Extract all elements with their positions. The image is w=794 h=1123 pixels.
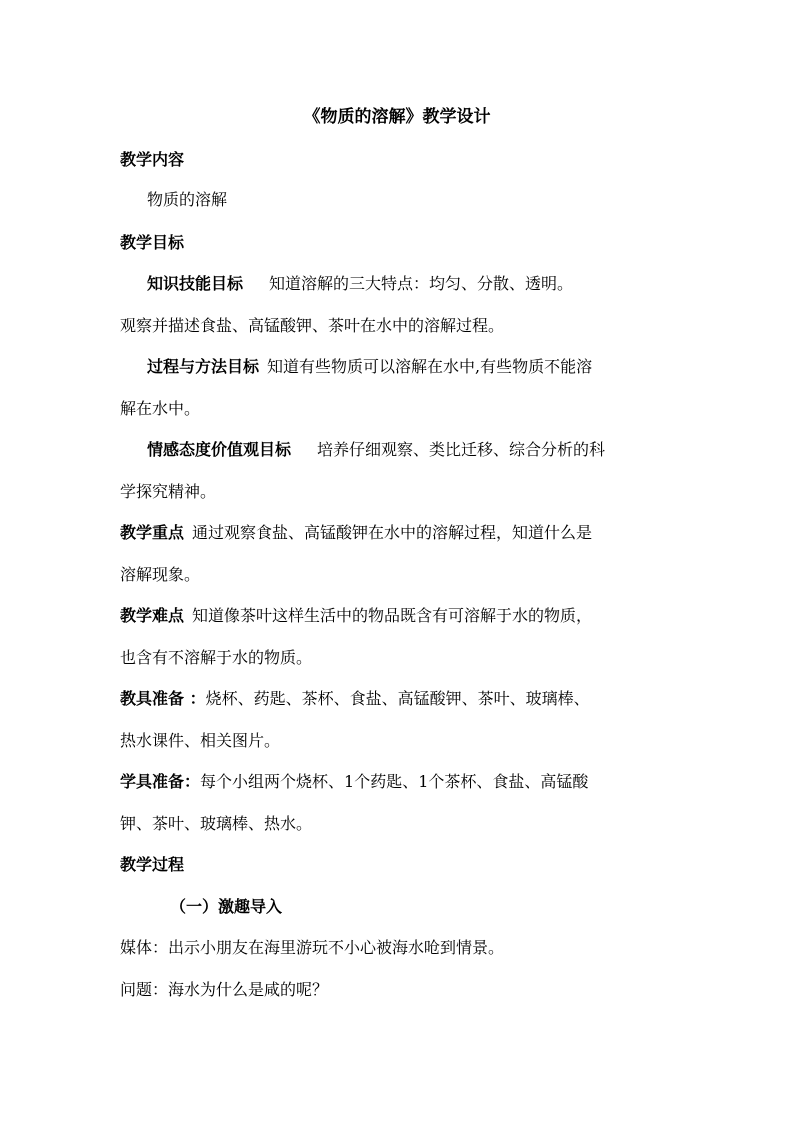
procedure-question: 问题：海水为什么是咸的呢？ (120, 980, 329, 999)
emotion-goal-line1 (147, 440, 680, 460)
procedure-step1-heading: （一）激趣导入 (170, 897, 283, 916)
process-goal-line1 (147, 357, 680, 377)
document-title: 《物质的溶解》教学设计 (303, 107, 491, 127)
teacher-tools-line2: 热水课件、相关图片。 (120, 731, 281, 750)
teacher-tools-line1 (120, 689, 680, 709)
knowledge-goal-line1 (147, 274, 680, 294)
knowledge-goal-label: 知识技能目标 (147, 274, 244, 293)
difficulty-line2: 也含有不溶解于水的物质。 (120, 648, 313, 667)
content-body: 物质的溶解 (147, 190, 228, 209)
knowledge-goal-text: 知道溶解的三大特点：均匀、分散、透明。 (269, 274, 574, 293)
emotion-goal-label: 情感态度价值观目标 (147, 440, 292, 459)
process-goal-line2: 解在水中。 (120, 399, 201, 418)
content-heading: 教学内容 (120, 150, 185, 169)
teacher-tools-text: 烧杯、药匙、茶杯、食盐、高锰酸钾、茶叶、玻璃棒、 (205, 689, 590, 708)
key-point-label: 教学重点 (120, 523, 185, 542)
process-goal-text: 知道有些物质可以溶解在水中,有些物质不能溶 (267, 357, 593, 376)
key-point-line2: 溶解现象。 (120, 565, 201, 584)
procedure-heading: 教学过程 (120, 855, 185, 874)
difficulty-line1 (120, 606, 680, 626)
student-tools-line2: 钾、茶叶、玻璃棒、热水。 (120, 814, 313, 833)
key-point-line1 (120, 523, 680, 543)
teacher-tools-label: 教具准备 ： (120, 689, 206, 708)
difficulty-text: 知道像茶叶这样生活中的物品既含有可溶解于水的物质， (192, 606, 593, 625)
difficulty-label: 教学难点 (120, 606, 185, 625)
student-tools-label: 学具准备： (120, 772, 201, 791)
emotion-goal-line2: 学探究精神。 (120, 482, 217, 501)
emotion-goal-text: 培养仔细观察、类比迁移、综合分析的科 (317, 440, 606, 459)
procedure-media: 媒体：出示小朋友在海里游玩不小心被海水呛到情景。 (120, 938, 505, 957)
student-tools-text: 每个小组两个烧杯、1个药匙、1个茶杯、食盐、高锰酸 (200, 772, 589, 791)
knowledge-goal-line2: 观察并描述食盐、高锰酸钾、茶叶在水中的溶解过程。 (120, 316, 505, 335)
student-tools-line1 (120, 772, 680, 792)
process-goal-label: 过程与方法目标 (147, 357, 260, 376)
key-point-text: 通过观察食盐、高锰酸钾在水中的溶解过程，知道什么是 (192, 523, 593, 542)
goals-heading: 教学目标 (120, 233, 185, 252)
